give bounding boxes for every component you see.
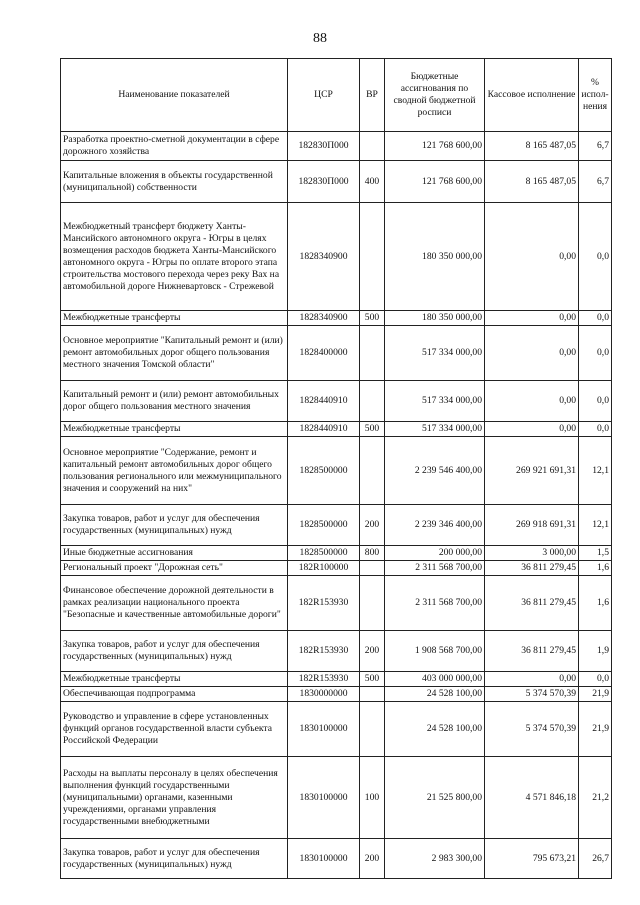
- row-percent: 12,1: [579, 505, 612, 546]
- row-cash: 269 918 691,31: [485, 505, 579, 546]
- row-csr: 1828500000: [288, 505, 360, 546]
- row-csr: 182830П000: [288, 161, 360, 203]
- row-name: Закупка товаров, работ и услуг для обеспечения государственных (муниципальных) нужд: [61, 839, 288, 879]
- table-row: [61, 839, 612, 879]
- row-name: Закупка товаров, работ и услуг для обеспечения государственных (муниципальных) нужд: [61, 631, 288, 672]
- row-cash: 0,00: [485, 672, 579, 687]
- row-name: Капитальные вложения в объекты государственной (муниципальной) собственности: [61, 161, 288, 203]
- table-row: [61, 311, 612, 326]
- row-cash: 0,00: [485, 203, 579, 311]
- row-cash: 8 165 487,05: [485, 161, 579, 203]
- row-csr: 1828340900: [288, 311, 360, 326]
- row-vr: 200: [360, 631, 385, 672]
- table-row: [61, 576, 612, 631]
- row-vr: 400: [360, 161, 385, 203]
- row-cash: 5 374 570,39: [485, 687, 579, 702]
- row-csr: 1830000000: [288, 687, 360, 702]
- row-vr: 100: [360, 757, 385, 839]
- row-cash: 0,00: [485, 381, 579, 422]
- row-percent: 21,2: [579, 757, 612, 839]
- row-percent: 1,9: [579, 631, 612, 672]
- header-percent: % испол-нения: [579, 59, 612, 132]
- table-body: [61, 132, 612, 879]
- row-percent: 0,0: [579, 381, 612, 422]
- table-row: [61, 631, 612, 672]
- row-cash: 5 374 570,39: [485, 702, 579, 757]
- row-percent: 26,7: [579, 839, 612, 879]
- row-vr: [360, 687, 385, 702]
- header-name: Наименование показателей: [61, 59, 288, 132]
- row-name: Закупка товаров, работ и услуг для обеспечения государственных (муниципальных) нужд: [61, 505, 288, 546]
- row-name: Руководство и управление в сфере установленных функций органов государственной власти субъекта Российской Федерации: [61, 702, 288, 757]
- row-budget: 1 908 568 700,00: [385, 631, 485, 672]
- row-name: Обеспечивающая подпрограмма: [61, 687, 288, 702]
- row-name: Финансовое обеспечение дорожной деятельности в рамках реализации национального проекта "Безопасные и качественные автомобильные дороги": [61, 576, 288, 631]
- row-percent: 0,0: [579, 422, 612, 437]
- row-csr: 182R153930: [288, 672, 360, 687]
- row-name: Региональный проект "Дорожная сеть": [61, 561, 288, 576]
- table-row: [61, 132, 612, 161]
- row-budget: 180 350 000,00: [385, 311, 485, 326]
- row-cash: 795 673,21: [485, 839, 579, 879]
- row-csr: 1830100000: [288, 839, 360, 879]
- row-budget: 2 239 346 400,00: [385, 505, 485, 546]
- row-vr: [360, 576, 385, 631]
- row-percent: 1,6: [579, 576, 612, 631]
- row-name: Расходы на выплаты персоналу в целях обеспечения выполнения функций государственными (муниципальными) органами, казенными учреждениями, органами управления государственными внебюджетными: [61, 757, 288, 839]
- row-percent: 21,9: [579, 687, 612, 702]
- row-name: Иные бюджетные ассигнования: [61, 546, 288, 561]
- table-row: [61, 702, 612, 757]
- row-cash: 3 000,00: [485, 546, 579, 561]
- row-percent: 6,7: [579, 132, 612, 161]
- table-row: [61, 437, 612, 505]
- row-csr: 1828400000: [288, 326, 360, 381]
- row-percent: 0,0: [579, 311, 612, 326]
- row-vr: [360, 437, 385, 505]
- row-percent: 21,9: [579, 702, 612, 757]
- row-name: Межбюджетные трансферты: [61, 672, 288, 687]
- budget-execution-table: [60, 58, 612, 879]
- row-csr: 1828340900: [288, 203, 360, 311]
- row-budget: 121 768 600,00: [385, 161, 485, 203]
- row-vr: [360, 702, 385, 757]
- table-row: [61, 505, 612, 546]
- row-cash: 8 165 487,05: [485, 132, 579, 161]
- page-number: 88: [313, 31, 327, 46]
- row-vr: 500: [360, 311, 385, 326]
- row-budget: 2 311 568 700,00: [385, 561, 485, 576]
- row-name: Межбюджетный трансферт бюджету Ханты-Мансийского автономного округа - Югры в целях возмещения расходов бюджета Ханты-Мансийского автономного округа - Югры по оплате второго этапа строительства мостового перехода через реку Вах на автомобильной дороге Нижневартовск - Стрежевой: [61, 203, 288, 311]
- row-budget: 517 334 000,00: [385, 381, 485, 422]
- row-budget: 403 000 000,00: [385, 672, 485, 687]
- row-csr: 1828500000: [288, 546, 360, 561]
- row-percent: 0,0: [579, 326, 612, 381]
- row-budget: 24 528 100,00: [385, 687, 485, 702]
- row-cash: 0,00: [485, 326, 579, 381]
- row-budget: 24 528 100,00: [385, 702, 485, 757]
- row-percent: 1,5: [579, 546, 612, 561]
- table-row: [61, 561, 612, 576]
- row-budget: 517 334 000,00: [385, 422, 485, 437]
- row-budget: 200 000,00: [385, 546, 485, 561]
- row-percent: 0,0: [579, 672, 612, 687]
- table-row: [61, 672, 612, 687]
- row-csr: 1828440910: [288, 381, 360, 422]
- row-budget: 180 350 000,00: [385, 203, 485, 311]
- row-cash: 269 921 691,31: [485, 437, 579, 505]
- row-vr: [360, 326, 385, 381]
- row-vr: 500: [360, 672, 385, 687]
- table-row: [61, 422, 612, 437]
- table-row: [61, 687, 612, 702]
- table-row: [61, 757, 612, 839]
- table-row: [61, 381, 612, 422]
- row-vr: [360, 132, 385, 161]
- row-vr: [360, 203, 385, 311]
- row-vr: [360, 561, 385, 576]
- header-budget: Бюджетные ассигнования по сводной бюджетной росписи: [385, 59, 485, 132]
- row-cash: 36 811 279,45: [485, 631, 579, 672]
- row-vr: 800: [360, 546, 385, 561]
- row-name: Межбюджетные трансферты: [61, 422, 288, 437]
- row-name: Разработка проектно-сметной документации в сфере дорожного хозяйства: [61, 132, 288, 161]
- row-budget: 2 239 546 400,00: [385, 437, 485, 505]
- row-csr: 1830100000: [288, 757, 360, 839]
- row-cash: 0,00: [485, 422, 579, 437]
- row-cash: 36 811 279,45: [485, 576, 579, 631]
- row-vr: 200: [360, 839, 385, 879]
- table-row: [61, 161, 612, 203]
- row-vr: 500: [360, 422, 385, 437]
- table-header-row: [61, 59, 612, 132]
- row-csr: 1828440910: [288, 422, 360, 437]
- row-csr: 182R100000: [288, 561, 360, 576]
- row-percent: 6,7: [579, 161, 612, 203]
- header-cash: Кассовое исполнение: [485, 59, 579, 132]
- header-csr: ЦСР: [288, 59, 360, 132]
- row-budget: 121 768 600,00: [385, 132, 485, 161]
- row-name: Основное мероприятие "Содержание, ремонт и капитальный ремонт автомобильных дорог общего пользования регионального или межмуниципального значения и сооружений на них": [61, 437, 288, 505]
- row-percent: 1,6: [579, 561, 612, 576]
- row-name: Капитальный ремонт и (или) ремонт автомобильных дорог общего пользования местного значения: [61, 381, 288, 422]
- row-budget: 517 334 000,00: [385, 326, 485, 381]
- table-row: [61, 546, 612, 561]
- row-csr: 182830П000: [288, 132, 360, 161]
- table-row: [61, 203, 612, 311]
- row-vr: [360, 381, 385, 422]
- row-percent: 12,1: [579, 437, 612, 505]
- row-csr: 182R153930: [288, 576, 360, 631]
- row-cash: 0,00: [485, 311, 579, 326]
- row-cash: 36 811 279,45: [485, 561, 579, 576]
- row-name: Основное мероприятие "Капитальный ремонт и (или) ремонт автомобильных дорог общего пользования местного значения Томской области": [61, 326, 288, 381]
- row-budget: 21 525 800,00: [385, 757, 485, 839]
- row-csr: 1830100000: [288, 702, 360, 757]
- row-budget: 2 983 300,00: [385, 839, 485, 879]
- row-percent: 0,0: [579, 203, 612, 311]
- row-csr: 182R153930: [288, 631, 360, 672]
- row-cash: 4 571 846,18: [485, 757, 579, 839]
- row-budget: 2 311 568 700,00: [385, 576, 485, 631]
- header-vr: ВР: [360, 59, 385, 132]
- row-csr: 1828500000: [288, 437, 360, 505]
- row-vr: 200: [360, 505, 385, 546]
- table-row: [61, 326, 612, 381]
- row-name: Межбюджетные трансферты: [61, 311, 288, 326]
